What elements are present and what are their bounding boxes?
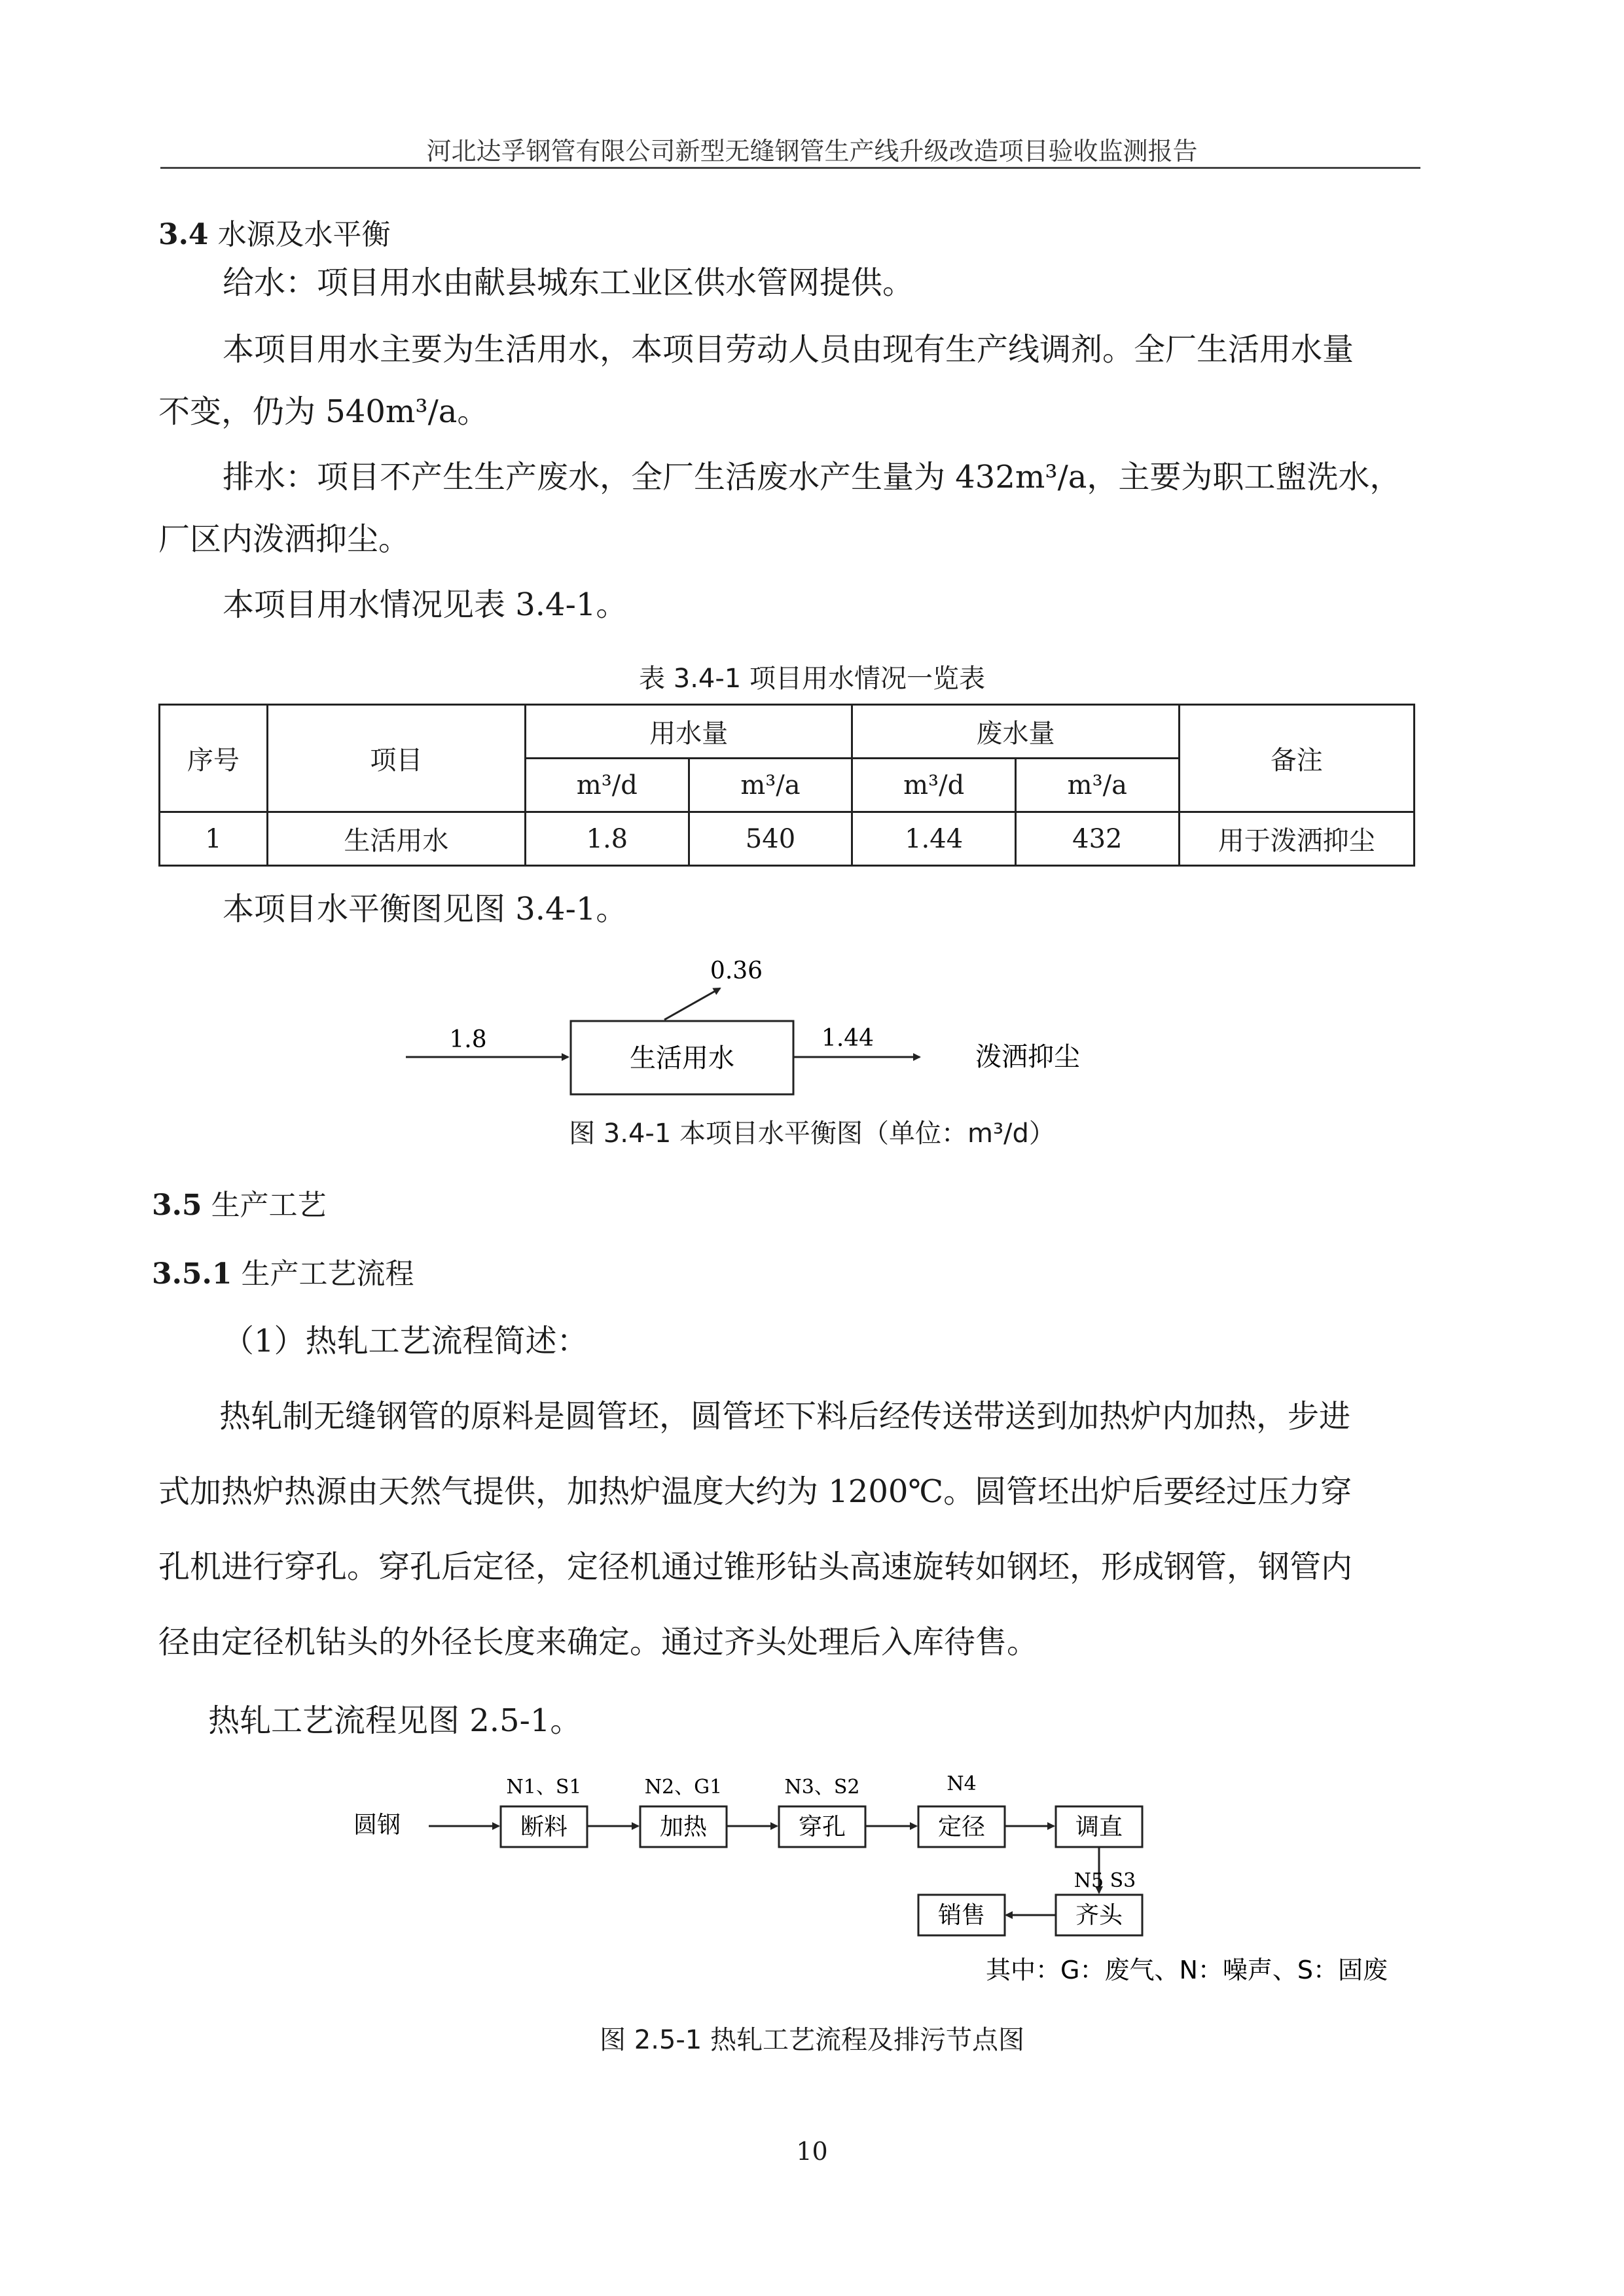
step-pollutant-heating: N2、G1 xyxy=(644,1776,723,1799)
section-title: 生产工艺 xyxy=(211,1189,327,1222)
section-number: 3.5.1 xyxy=(152,1257,232,1291)
table-caption: 表 3.4-1 项目用水情况一览表 xyxy=(639,664,985,694)
step-pollutant-piercing: N3、S2 xyxy=(784,1776,860,1799)
cell-remark: 用于泼洒抑尘 xyxy=(1179,812,1414,866)
section-number: 3.5 xyxy=(152,1189,202,1222)
water-use-table xyxy=(158,704,1415,867)
step-label-sizing: 定径 xyxy=(937,1814,986,1840)
cell-waste-day: 1.44 xyxy=(852,812,1016,866)
header-waste-unit-day: m³/d xyxy=(852,759,1016,812)
step-label-piercing: 穿孔 xyxy=(798,1814,846,1840)
step-label-sale: 销售 xyxy=(937,1902,986,1929)
cell-waste-year: 432 xyxy=(1015,812,1179,866)
section-heading-3-4 xyxy=(158,211,391,253)
input-value: 1.8 xyxy=(449,1026,487,1053)
trim-pollutant: N5 S3 xyxy=(1074,1869,1136,1892)
page-header: 河北达孚钢管有限公司新型无缝钢管生产线升级改造项目验收监测报告 xyxy=(426,137,1198,166)
header-seq: 序号 xyxy=(160,705,268,812)
step-pollutant-cutting: N1、S1 xyxy=(506,1776,582,1799)
paragraph-water-supply: 给水：项目用水由献县城东工业区供水管网提供。 xyxy=(223,264,914,301)
step-label-straightening: 调直 xyxy=(1075,1814,1123,1840)
paragraph-hot-rolling-line3: 孔机进行穿孔。穿孔后定径，定径机通过锥形钻头高速旋转如钢坯，形成钢管，钢管内 xyxy=(158,1549,1353,1585)
header-rule xyxy=(160,167,1420,169)
paragraph-hot-rolling-line1: 热轧制无缝钢管的原料是圆管坯，圆管坯下料后经传送带送到加热炉内加热，步进 xyxy=(219,1398,1351,1435)
loss-value: 0.36 xyxy=(710,958,763,984)
section-title: 水源及水平衡 xyxy=(217,218,391,251)
figure-caption-3-4-1: 图 3.4-1 本项目水平衡图（单位：m³/d） xyxy=(569,1119,1055,1149)
page-number: 10 xyxy=(796,2137,828,2166)
step-label-cutting: 断料 xyxy=(520,1814,568,1840)
sub-heading-hot-rolling: （1）热轧工艺流程简述： xyxy=(223,1323,588,1359)
cell-use-year: 540 xyxy=(689,812,852,866)
cell-seq: 1 xyxy=(160,812,268,866)
header-water-use: 用水量 xyxy=(525,705,852,759)
paragraph-water-use-line2: 不变，仍为 540m³/a。 xyxy=(158,393,489,430)
flow-legend: 其中：G：废气、N：噪声、S：固废 xyxy=(986,1956,1388,1984)
paragraph-drainage-line2: 厂区内泼洒抑尘。 xyxy=(158,521,410,558)
output-value: 1.44 xyxy=(821,1025,875,1052)
cell-use-day: 1.8 xyxy=(525,812,689,866)
hot-rolling-flow-diagram xyxy=(0,1761,1624,2009)
section-title: 生产工艺流程 xyxy=(241,1257,414,1291)
paragraph-flow-ref: 热轧工艺流程见图 2.5-1。 xyxy=(208,1702,582,1739)
paragraph-drainage-line1: 排水：项目不产生生产废水，全厂生活废水产生量为 432m³/a，主要为职工盥洗水， xyxy=(223,459,1401,495)
paragraph-water-use-line1: 本项目用水主要为生活用水，本项目劳动人员由现有生产线调剂。全厂生活用水量 xyxy=(223,331,1354,368)
section-heading-3-5 xyxy=(152,1181,327,1223)
section-heading-3-5-1 xyxy=(152,1250,414,1292)
table-row xyxy=(160,812,1415,866)
destination-label: 泼洒抑尘 xyxy=(975,1042,1080,1072)
header-waste-water: 废水量 xyxy=(852,705,1179,759)
step-label-trimming: 齐头 xyxy=(1075,1902,1123,1929)
header-waste-unit-year: m³/a xyxy=(1015,759,1179,812)
flow-start-label: 圆钢 xyxy=(353,1812,401,1839)
paragraph-hot-rolling-line4: 径由定径机钻头的外径长度来确定。通过齐头处理后入库待售。 xyxy=(158,1624,1039,1660)
water-balance-diagram xyxy=(0,949,1624,1132)
step-label-heating: 加热 xyxy=(659,1814,708,1840)
figure-caption-2-5-1: 图 2.5-1 热轧工艺流程及排污节点图 xyxy=(600,2025,1024,2055)
step-pollutant-sizing: N4 xyxy=(947,1772,977,1795)
loss-arrow xyxy=(664,988,720,1020)
paragraph-figure-ref: 本项目水平衡图见图 3.4-1。 xyxy=(223,891,628,927)
paragraph-table-ref: 本项目用水情况见表 3.4-1。 xyxy=(223,586,628,623)
box-label: 生活用水 xyxy=(630,1043,734,1073)
header-item: 项目 xyxy=(267,705,525,812)
header-use-unit-day: m³/d xyxy=(525,759,689,812)
header-remark: 备注 xyxy=(1179,705,1414,812)
cell-item: 生活用水 xyxy=(267,812,525,866)
section-number: 3.4 xyxy=(158,218,209,251)
paragraph-hot-rolling-line2: 式加热炉热源由天然气提供，加热炉温度大约为 1200℃。圆管坯出炉后要经过压力穿 xyxy=(158,1473,1352,1510)
header-use-unit-year: m³/a xyxy=(689,759,852,812)
